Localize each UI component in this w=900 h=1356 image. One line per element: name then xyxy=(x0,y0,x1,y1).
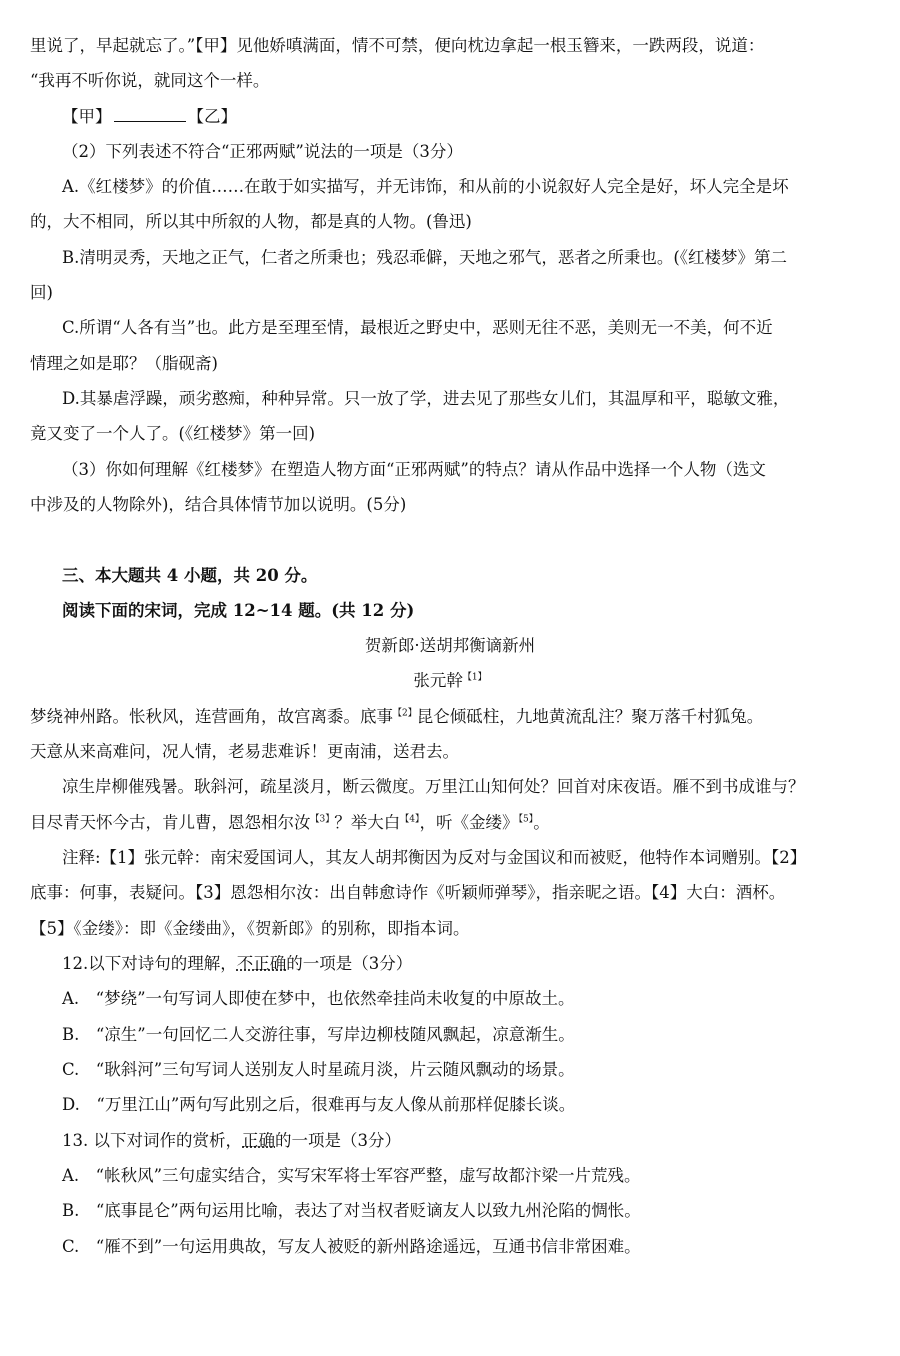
option-a-line2: 的，大不相同，所以其中所叙的人物，都是真的人物。(鲁迅) xyxy=(30,212,472,231)
poem-line xyxy=(30,706,763,728)
poem-author xyxy=(0,670,900,692)
poem-line xyxy=(30,812,550,834)
question-text: 13. 以下对词作的赏析， xyxy=(62,1131,242,1150)
poem-line: 凉生岸柳催残暑。耿斜河，疏星淡月，断云微度。万里江山知何处？回首对床夜语。雁不到书成谁与？ xyxy=(62,777,805,796)
poem-text: ，听《金缕》 xyxy=(419,813,519,832)
question-text: 的一项是（3分） xyxy=(286,954,413,973)
passage-line: “我再不听你说，就同这个一样。 xyxy=(30,71,270,90)
answer-blank-line xyxy=(62,106,237,128)
option-d-line2: 竟又变了一个人了。(《红楼梦》第一回) xyxy=(30,424,316,443)
poem-text: 昆仑倾砥柱，九地黄流乱注？聚万落千村狐兔。 xyxy=(416,707,764,726)
footnote-ref: 【4】 xyxy=(400,814,420,825)
poem-line: 天意从来高难问，况人情，老易悲难诉！更南浦，送君去。 xyxy=(30,742,459,761)
question-3-line1: （3）你如何理解《红楼梦》在塑造人物方面“正邪两赋”的特点？请从作品中选择一个人物（选文 xyxy=(62,460,766,479)
q12-option-d: D. “万里江山”两句写此别之后，很难再与友人像从前那样促膝长谈。 xyxy=(62,1095,576,1114)
option-a-line1: A.《红楼梦》的价值……在敢于如实描写，并无讳饰，和从前的小说叙好人完全是好，坏人完全是坏 xyxy=(62,177,789,196)
question-2: （2）下列表述不符合“正邪两赋”说法的一项是（3分） xyxy=(62,142,463,161)
footnote-ref: 【5】 xyxy=(518,814,534,825)
option-d-line1: D.其暴虐浮躁，顽劣憨痴，种种异常。只一放了学，进去见了那些女儿们，其温厚和平，聪敏文雅， xyxy=(62,389,790,408)
option-c-line1: C.所谓“人各有当”也。此方是至理至情，最根近之野史中，恶则无往不恶，美则无一不美，何不近 xyxy=(62,318,773,337)
q12-option-b: B. “凉生”一句回忆二人交游往事，写岸边柳枝随风飘起，凉意渐生。 xyxy=(62,1025,575,1044)
footnote-ref: 【3】 xyxy=(310,814,335,825)
notes-line: 底事：何事，表疑问。【3】恩怨相尔汝：出自韩愈诗作《听颖师弹琴》，指亲昵之语。【4】大白：酒杯。 xyxy=(30,883,786,902)
notes-line: 注释:【1】张元幹：南宋爱国词人，其友人胡邦衡因为反对与金国议和而被贬，他特作本词赠别。【2】 xyxy=(62,848,807,867)
question-text: 的一项是（3分） xyxy=(275,1131,401,1150)
poem-text: 梦绕神州路。怅秋风，连营画角，故宫离黍。底事 xyxy=(30,707,393,726)
answer-blank[interactable] xyxy=(114,107,186,122)
emphasis-text: 不正确 xyxy=(236,954,287,973)
footnote-ref: 【2】 xyxy=(393,708,417,719)
section-heading: 三、本大题共 4 小题，共 20 分。 xyxy=(62,566,318,585)
q13-option-b: B. “底事昆仑”两句运用比喻，表达了对当权者贬谪友人以致九州沦陷的惆怅。 xyxy=(62,1201,641,1220)
poem-text: 目尽青天怀今古，肯儿曹，恩怨相尔汝 xyxy=(30,813,311,832)
author-name: 张元幹 xyxy=(413,671,463,690)
section-intro: 阅读下面的宋词，完成 12~14 题。(共 12 分) xyxy=(62,601,415,620)
yi-marker: 【乙】 xyxy=(187,107,237,126)
notes-line: 【5】《金缕》：即《金缕曲》，《贺新郎》的别称，即指本词。 xyxy=(30,919,470,938)
emphasis-text: 正确 xyxy=(242,1131,275,1150)
option-c-line2: 情理之如是耶？（脂砚斋) xyxy=(30,354,218,373)
question-3-line2: 中涉及的人物除外)，结合具体情节加以说明。(5分) xyxy=(30,495,407,514)
footnote-ref: 【1】 xyxy=(462,672,487,683)
question-12 xyxy=(62,953,412,975)
question-text: 12.以下对诗句的理解， xyxy=(62,954,237,973)
q13-option-a: A. “帐秋风”三句虚实结合，实写宋军将士军容严整，虚写故都汴梁一片荒残。 xyxy=(62,1166,641,1185)
option-b-line1: B.清明灵秀，天地之正气，仁者之所秉也；残忍乖僻，天地之邪气，恶者之所秉也。(《红楼梦》第二 xyxy=(62,248,788,267)
poem-title: 贺新郎·送胡邦衡谪新州 xyxy=(364,636,536,655)
passage-line: 里说了，早起就忘了。”【甲】见他娇嗔满面，情不可禁，便向枕边拿起一根玉簪来，一跌两段，说道： xyxy=(30,36,765,55)
poem-text: ？举大白 xyxy=(334,813,401,832)
jia-marker: 【甲】 xyxy=(62,107,112,126)
poem-text: 。 xyxy=(533,813,550,832)
option-b-line2: 回) xyxy=(30,283,53,302)
q12-option-a: A. “梦绕”一句写词人即使在梦中，也依然牵挂尚未收复的中原故土。 xyxy=(62,989,575,1008)
question-13 xyxy=(62,1130,401,1152)
q13-option-c: C. “雁不到”一句运用典故，写友人被贬的新州路途遥远，互通书信非常困难。 xyxy=(62,1237,641,1256)
q12-option-c: C. “耿斜河”三句写词人送别友人时星疏月淡，片云随风飘动的场景。 xyxy=(62,1060,575,1079)
